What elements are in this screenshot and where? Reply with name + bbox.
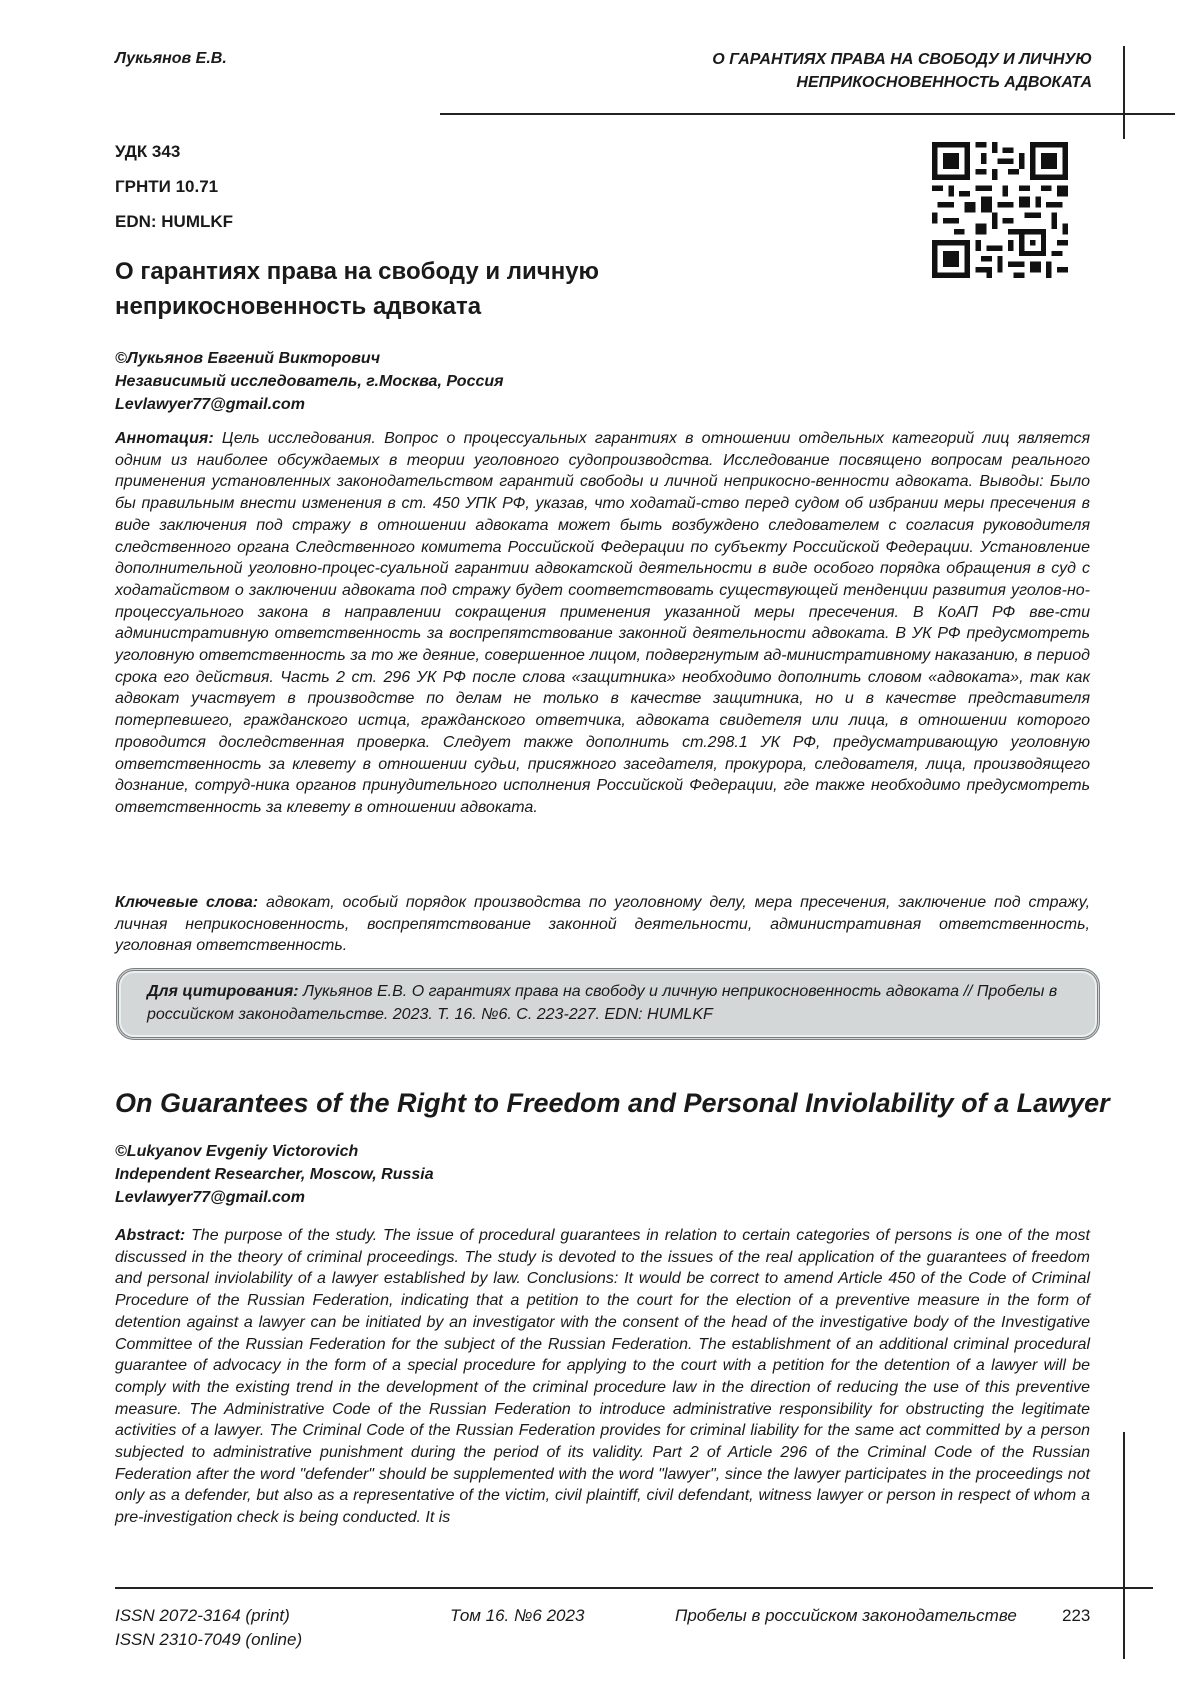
article-title-ru-line1: О гарантиях права на свободу и личную: [115, 254, 765, 289]
udk-code: УДК 343: [115, 142, 180, 162]
keywords-label-ru: Ключевые слова:: [115, 894, 258, 911]
margin-rule-bottom: [1123, 1432, 1125, 1659]
keywords-ru: [115, 892, 1090, 957]
running-header-title: [572, 48, 1092, 94]
abstract-label-ru: Аннотация:: [115, 430, 214, 447]
header-rule: [440, 113, 1175, 115]
running-header-title-line1: О ГАРАНТИЯХ ПРАВА НА СВОБОДУ И ЛИЧНУЮ: [572, 48, 1092, 71]
citation-box: [116, 968, 1100, 1040]
abstract-text-ru: Цель исследования. Вопрос о процессуальных гарантиях в отношении отдельных категорий лиц является одним из наиболее обсуждаемых в теории уголовного судопроизводства. Исследование посвящено вопросам реального применения установленных законодательством гарантий свободы и личной неприкосно-венности адвоката. Выводы: Было бы правильным внести изменения в ст. 450 УПК РФ, указав, что ходатай-ство перед судом об избрании меры пресечения в виде заключения под стражу в отношении адвоката может быть возбуждено следователем с согласия руководителя следственного органа Следственного комитета Российской Федерации по субъекту Российской Федерации. Установление дополнительной уголовно-процес-суальной гарантии адвокатской деятельности в виде особого порядка обращения в суд с ходатайством о заключении адвоката под стражу будет соответствовать существующей тенденции развития уголов-но-процессуального закона в направлении сокращения применения указанной меры пресечения. В КоАП РФ вве-сти административную ответственность за воспрепятствование законной деятельности адвоката. В УК РФ предусмотреть уголовную ответственность за то же деяние, совершенное лицом, подвергнутым ад-министративному наказанию, в период срока его действия. Часть 2 ст. 296 УК РФ после слова «защитника» необходимо дополнить словом «адвоката», так как адвокат участвует в производстве по делам не только в качестве защитника, но и в качестве представителя потерпевшего, гражданского истца, гражданского ответчика, адвоката свидетеля или лица, в отношении которого проводится доследственная проверка. Следует также дополнить ст.298.1 УК РФ, предусматривающую уголовную ответственность за клевету в отношении судьи, присяжного заседателя, прокурора, следователя, лица, производящего дознание, сотруд-ника органов принудительного исполнения Российской Федерации, где также необходимо предусмотреть ответственность за клевету в отношении адвоката.: [115, 430, 1090, 816]
page-number: 223: [1062, 1604, 1090, 1627]
issn-online: ISSN 2310-7049 (online): [115, 1628, 302, 1651]
author-affiliation-ru: Независимый исследователь, г.Москва, Россия: [115, 370, 504, 393]
abstract-ru: [115, 428, 1090, 819]
margin-rule-top: [1123, 46, 1125, 139]
qr-code-icon: [932, 142, 1068, 278]
running-header-author: Лукьянов Е.В.: [115, 50, 227, 68]
abstract-label-en: Abstract:: [115, 1227, 185, 1244]
article-title-ru-line2: неприкосновенность адвоката: [115, 289, 765, 324]
journal-volume: Том 16. №6 2023: [450, 1604, 584, 1627]
keywords-text-ru: адвокат, особый порядок производства по уголовному делу, мера пресечения, заключение под стражу, личная неприкосновенность, воспрепятствование законной деятельности, административная ответственность, уголовная ответственность.: [115, 894, 1090, 954]
author-email-ru: Levlawyer77@gmail.com: [115, 393, 305, 416]
journal-name: Пробелы в российском законодательстве: [675, 1604, 1017, 1627]
author-name-en: ©Lukyanov Evgeniy Victorovich: [115, 1140, 358, 1163]
author-email-en: Levlawyer77@gmail.com: [115, 1186, 305, 1209]
abstract-text-en: The purpose of the study. The issue of procedural guarantees in relation to certain categories of persons is one of the most discussed in the theory of criminal proceedings. The study is devoted to the issues of the real application of the guarantees of freedom and personal inviolability of a lawyer established by law. Conclusions: It would be correct to amend Article 450 of the Code of Criminal Procedure of the Russian Federation, indicating that a petition to the court for the election of a preventive measure in the form of detention against a lawyer can be initiated by an investigator with the consent of the head of the investigative body of the Investigative Committee of the Russian Federation for the subject of the Russian Federation. The establishment of an additional criminal procedural guarantee of advocacy in the form of a special procedure for applying to the court with a petition for the detention of a lawyer will be comply with the existing trend in the development of the criminal procedure law in the direction of reducing the use of this preventive measure. The Administrative Code of the Russian Federation to introduce administrative responsibility for obstructing the legitimate activities of a lawyer. The Criminal Code of the Russian Federation provides for criminal liability for the same act committed by a person subjected to administrative punishment during the period of its validity. Part 2 of Article 296 of the Criminal Code of the Russian Federation after the word "defender" should be supplemented with the word "lawyer", since the lawyer participates in the proceedings not only as a defender, but also as a representative of the victim, civil plaintiff, civil defendant, witness lawyer or person in respect of whom a pre-investigation check is being conducted. It is: [115, 1227, 1090, 1526]
author-name-ru: ©Лукьянов Евгений Викторович: [115, 347, 380, 370]
footer-rule: [115, 1587, 1153, 1589]
issn-print: ISSN 2072-3164 (print): [115, 1604, 290, 1627]
abstract-en: [115, 1225, 1090, 1529]
citation: [147, 980, 1067, 1026]
citation-text: Лукьянов Е.В. О гарантиях права на свободу и личную неприкосновенность адвоката // Пробелы в российском законодательстве. 2023. Т. 16. №6. С. 223-227. EDN: HUMLKF: [147, 983, 1057, 1023]
edn-code: EDN: HUMLKF: [115, 212, 233, 232]
article-title-ru: [115, 254, 765, 324]
author-affiliation-en: Independent Researcher, Moscow, Russia: [115, 1163, 434, 1186]
running-header-title-line2: НЕПРИКОСНОВЕННОСТЬ АДВОКАТА: [572, 71, 1092, 94]
citation-label: Для цитирования:: [147, 983, 299, 1000]
article-title-en: On Guarantees of the Right to Freedom and Personal Inviolability of a Lawyer: [115, 1088, 1115, 1119]
grnti-code: ГРНТИ 10.71: [115, 177, 218, 197]
